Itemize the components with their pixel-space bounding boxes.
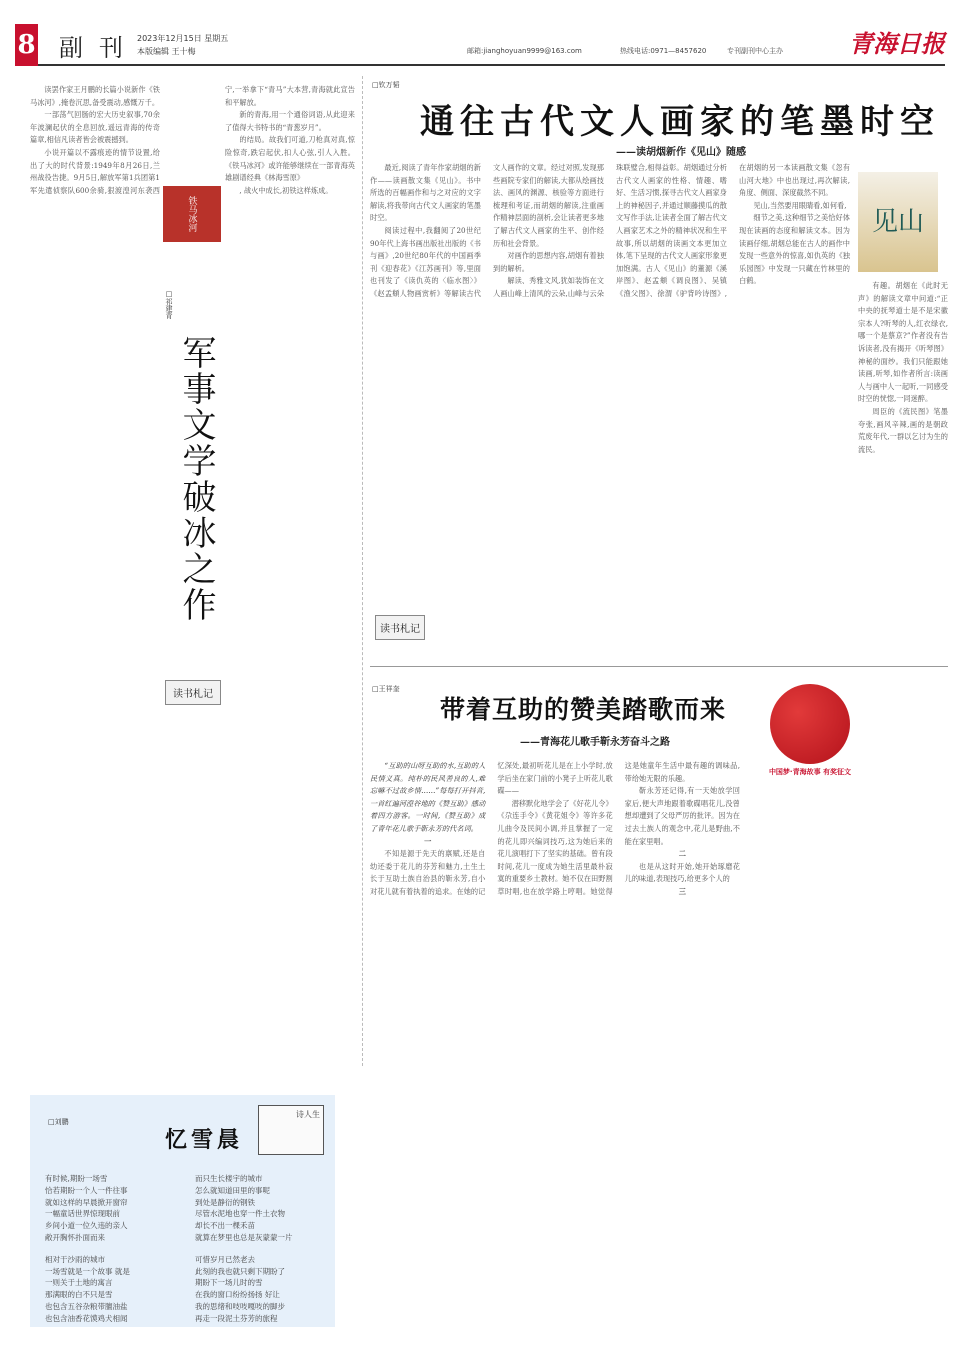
article2-body-last-col — [858, 280, 948, 660]
paragraph: 最近,阅读了青年作家胡烟的新作——读画散文集《见山》。书中所选的百幅画作和与之对应的文字解读,将我带向古代文人画家的笔墨时空。 — [370, 163, 481, 223]
book-cover: 铁马冰河 — [163, 186, 221, 242]
poem-line: 此刻的我也就只剩下期盼了 — [195, 1266, 285, 1276]
poem-line: 就如这样的早晨掀开窗帘 — [45, 1197, 128, 1207]
paragraph: 新的青海,用一个通俗词语,从此迎来了值得大书特书的“青葱岁月”。 — [225, 110, 355, 132]
poem-line: 在我的窗口纷纷扬扬 好让 — [195, 1290, 280, 1300]
paragraph: 有趣。胡烟在《此时无声》的解读文章中问道:“正中央的抚琴道士是不是宋徽宗本人?听琴的人,红衣绿衣,哪一个是蔡京?”作者没有告诉读者,没有揭开《听琴图》神秘的面纱。我们只能跟她读画,听琴,如作者所言:读画人与画中人一起听,一同感受时空的恍惚,一同迷醉。 — [858, 281, 948, 404]
poet-illustration: 诗人生 — [258, 1105, 324, 1155]
section-divider — [370, 666, 948, 667]
section-mark: 一 — [424, 836, 432, 846]
poem-line: 相对于沙雨的城市 — [45, 1254, 105, 1264]
section-name: 副刊 — [59, 34, 139, 62]
article2-body — [370, 162, 850, 603]
poem-right-column — [195, 1173, 293, 1325]
poem-title: 忆雪晨 — [165, 1127, 244, 1153]
paragraph: 读罢作家王月鹏的长篇小说新作《铁马冰河》,掩卷沉思,备受震动,感慨万千。 — [30, 85, 160, 107]
paragraph: 靳永芳还记得,有一天她放学回家后,便大声地跟着歌碟唱花儿,没曾想却遭到了父母严厉的批评。因为在过去土族人的观念中,花儿是野曲,不能在家里唱。 — [624, 786, 740, 846]
poem-line: 期盼下一场儿时的雪 — [195, 1278, 263, 1288]
poem-line: 敞开胸怀扑面而来 — [45, 1232, 105, 1242]
paragraph: 小说开篇以不露痕迹的情节设置,给出了大的时代背景:1949年8月26日,兰州战役告捷。9月5日,解放军第1兵团第1军先遣侦察队600余骑,狠渡湟河东袭西宁,一举拿下“青马”大本营,青海就此宣告和平解放。 — [30, 85, 355, 195]
paragraph: 解读、秀雅文风,犹如装饰在文人画山峰上清风的云朵,山峰与云朵珠联璧合,相得益彰。胡烟通过分析古代文人画家的性格、情趣、嗜好、生活习惯,探寻古代文人画家身上的神秘因子,并通过顺藤摸瓜的散文写作手法,让读者全面了解古代文人画家艺术之外的精神状况和生平故事,所以胡烟的读画文本更加立体,笔下呈现的古代文人画家形象更加饱满。古人《见山》的董源《溪岸图》、赵孟頫《调良图》、吴镇《渔父图》、徐渭《驴背吟诗图》,在胡烟的另一本读画散文集《忽有山河大地》中也出现过,再次解读,角度、侧面、深度截然不同。 — [493, 163, 850, 298]
newspaper-logo: 青海日报 — [849, 29, 945, 58]
organizer: 专刊副刊中心主办 — [727, 47, 783, 55]
poem-line: 而只生长楼宇的城市 — [195, 1174, 263, 1183]
paragraph: 潜移默化地学会了《好花儿令》《尕连手令》《黄花姐令》等许多花儿曲令及民间小调,并且掌握了一定的花儿即兴编词技巧,这为她后来的花儿演唱打下了坚实的基础。曾有段时间,花儿一度成为她生活里最朴寂寞的重要乡土教材。她不仅在田野割草时唱,也在放学路上哼唱。她觉得这是她童年生活中最有趣的调味品,带给她无限的乐趣。 — [497, 761, 740, 896]
poem-line: 可惜岁月已然老去 — [195, 1254, 255, 1264]
reading-notes-stamp: 读书札记 — [165, 680, 221, 705]
contest-logo — [770, 684, 850, 764]
article2-byline: □钦万韬 — [372, 81, 400, 89]
poem-byline: □刘鹏 — [48, 1118, 69, 1126]
poem-line: 一则关于土地的寓言 — [45, 1278, 113, 1288]
hotline: 热线电话:0971—8457620 — [620, 47, 707, 55]
article3-byline: □王祥奎 — [372, 685, 400, 693]
paragraph: 对画作的思想内容,胡烟有着独到的解析。 — [493, 251, 604, 273]
contest-logo-text: 中国梦·青海故事 有奖征文 — [768, 768, 852, 776]
article3-title: 带着互助的赞美踏歌而来 — [440, 695, 727, 724]
poem-line: 我的思绪和吱吱嘎吱的脚步 — [195, 1301, 285, 1311]
poem-line: 却长不出一棵禾苗 — [195, 1221, 255, 1231]
editor: 本版编辑 王十梅 — [137, 47, 196, 56]
poem-line: 一幅童话世界惊现眼前 — [45, 1209, 120, 1219]
article1-byline: □祁建青 — [165, 290, 173, 319]
paragraph: 阅读过程中,我翻阅了20世纪90年代上海书画出版社出版的《书与画》,20世纪80年代的中国画季刊《迎春花》《江苏画刊》等,里面也刊发了《读仇英的〈临水图〉》《赵孟頫人物画赏析》等解读古代文人画作的文章。经过对照,发现那些画院专家们的解读,大都从绘画技法、画风的渊源、核验等方面进行梳理和考证,而胡烟的解读,注重画作精神层面的剖析,会让读者更多地了解古代文人画家的生平、创作经历和社会背景。 — [370, 163, 604, 298]
issue-date: 2023年12月15日 星期五 — [137, 34, 229, 43]
page-number: 8 — [15, 24, 38, 66]
poem-box — [30, 1095, 335, 1327]
poem-line: 恰若期盼一个人一件往事 — [45, 1185, 128, 1195]
reading-notes-stamp: 读书札记 — [375, 615, 425, 640]
section-mark: 二 — [678, 849, 686, 859]
poem-line: 怎么就知道田里的事呢 — [195, 1185, 270, 1195]
paragraph: 也是从这时开始,她开始琢磨花儿的味道,表现技巧,给更多个人的 — [624, 861, 740, 884]
poem-line: 那满眼的白不只是雪 — [45, 1290, 113, 1300]
poem-line: 也包含五谷杂粮带膻油盐 — [45, 1301, 128, 1311]
paragraph: 一部荡气回肠的宏大历史叙事,70余年波澜起伏的全息回放,遥远青海的传奇篇章,相信凡读者皆会被震撼到。 — [30, 110, 160, 145]
paragraph: “互助的山呀互助的水,互助的人民情义真。纯朴的民风善良的人,难忘嘛不过故乡情……”每每打开抖音,一首红遍河湟谷地的《赞互助》感动着四方游客。一时间,《赞互助》成了青年花儿歌手靳永芳的代名词。 — [370, 761, 486, 833]
article1-title: 军事文学破冰之作 — [176, 335, 216, 623]
poem-line: 到处是静衍的钢铁 — [195, 1197, 255, 1207]
paragraph: 见山,当然要用眼睛看,如何看, — [753, 200, 847, 210]
poem-line: 就算在梦里也总是灰蒙蒙一片 — [195, 1232, 293, 1242]
section-mark: 三 — [678, 886, 686, 896]
book-cover-jianshan: 见山 — [858, 172, 938, 272]
paragraph: 周臣的《流民图》笔墨夸张,画风辛辣,画的是朝政荒废年代,一群以乞讨为生的流民。 — [858, 406, 948, 454]
poem-line: 再走一段泥土芬芳的旅程 — [195, 1313, 278, 1323]
poem-line: 尽管水泥地也穿一件土衣物 — [195, 1209, 285, 1219]
article2-title: 通往古代文人画家的笔墨时空 — [420, 102, 940, 142]
article3-body — [370, 760, 740, 1350]
issue-info — [137, 32, 228, 58]
poem-left-column — [45, 1173, 130, 1325]
paragraph: 的结局。故我们可道,刀枪真对真,惊险惊奇,跌宕起伏,扣人心弦,引人入胜。《铁马冰河》或许能够继续在一部青海英雄剧谱经典《林海雪原》 — [225, 135, 355, 183]
column-divider — [362, 76, 363, 1066]
paragraph: , 战火中成长,初铁这样炼成。 — [239, 185, 333, 195]
poem-line: 也包含油香花馍鸡犬相闻 — [45, 1313, 128, 1323]
article3-subtitle: ——青海花儿歌手靳永芳奋斗之路 — [520, 737, 670, 748]
masthead — [15, 22, 945, 66]
article2-subtitle: ——读胡烟新作《见山》随感 — [616, 147, 746, 158]
poem-line: 一场雪就是一个故事 就是 — [45, 1266, 130, 1276]
email: 邮箱:jianghoyuan9999@163.com — [467, 47, 582, 55]
poem-line: 乡间小道一位久违的亲人 — [45, 1221, 128, 1231]
paragraph: 细节之美,这种细节之美恰好体现在读画的态度和解读文本。因为读画仔细,胡烟总能在古人的画作中发现一些意外的惊喜,如仇英的《独乐园图》中发现一只藏在竹林里的白鹤。 — [739, 213, 850, 286]
poem-line: 有时候,期盼一场雪 — [45, 1174, 108, 1183]
paragraph: 不知是源于先天的禀赋,还是自幼还委于花儿的芬芳和魅力,土生土长于互助土族自治县的靳永芳,自小对花儿就有着执着的追求。在她的记忆深处,最初听花儿是在上小学时,放学后坐在家门前的小凳子上听花儿歌碟—— — [370, 761, 613, 896]
